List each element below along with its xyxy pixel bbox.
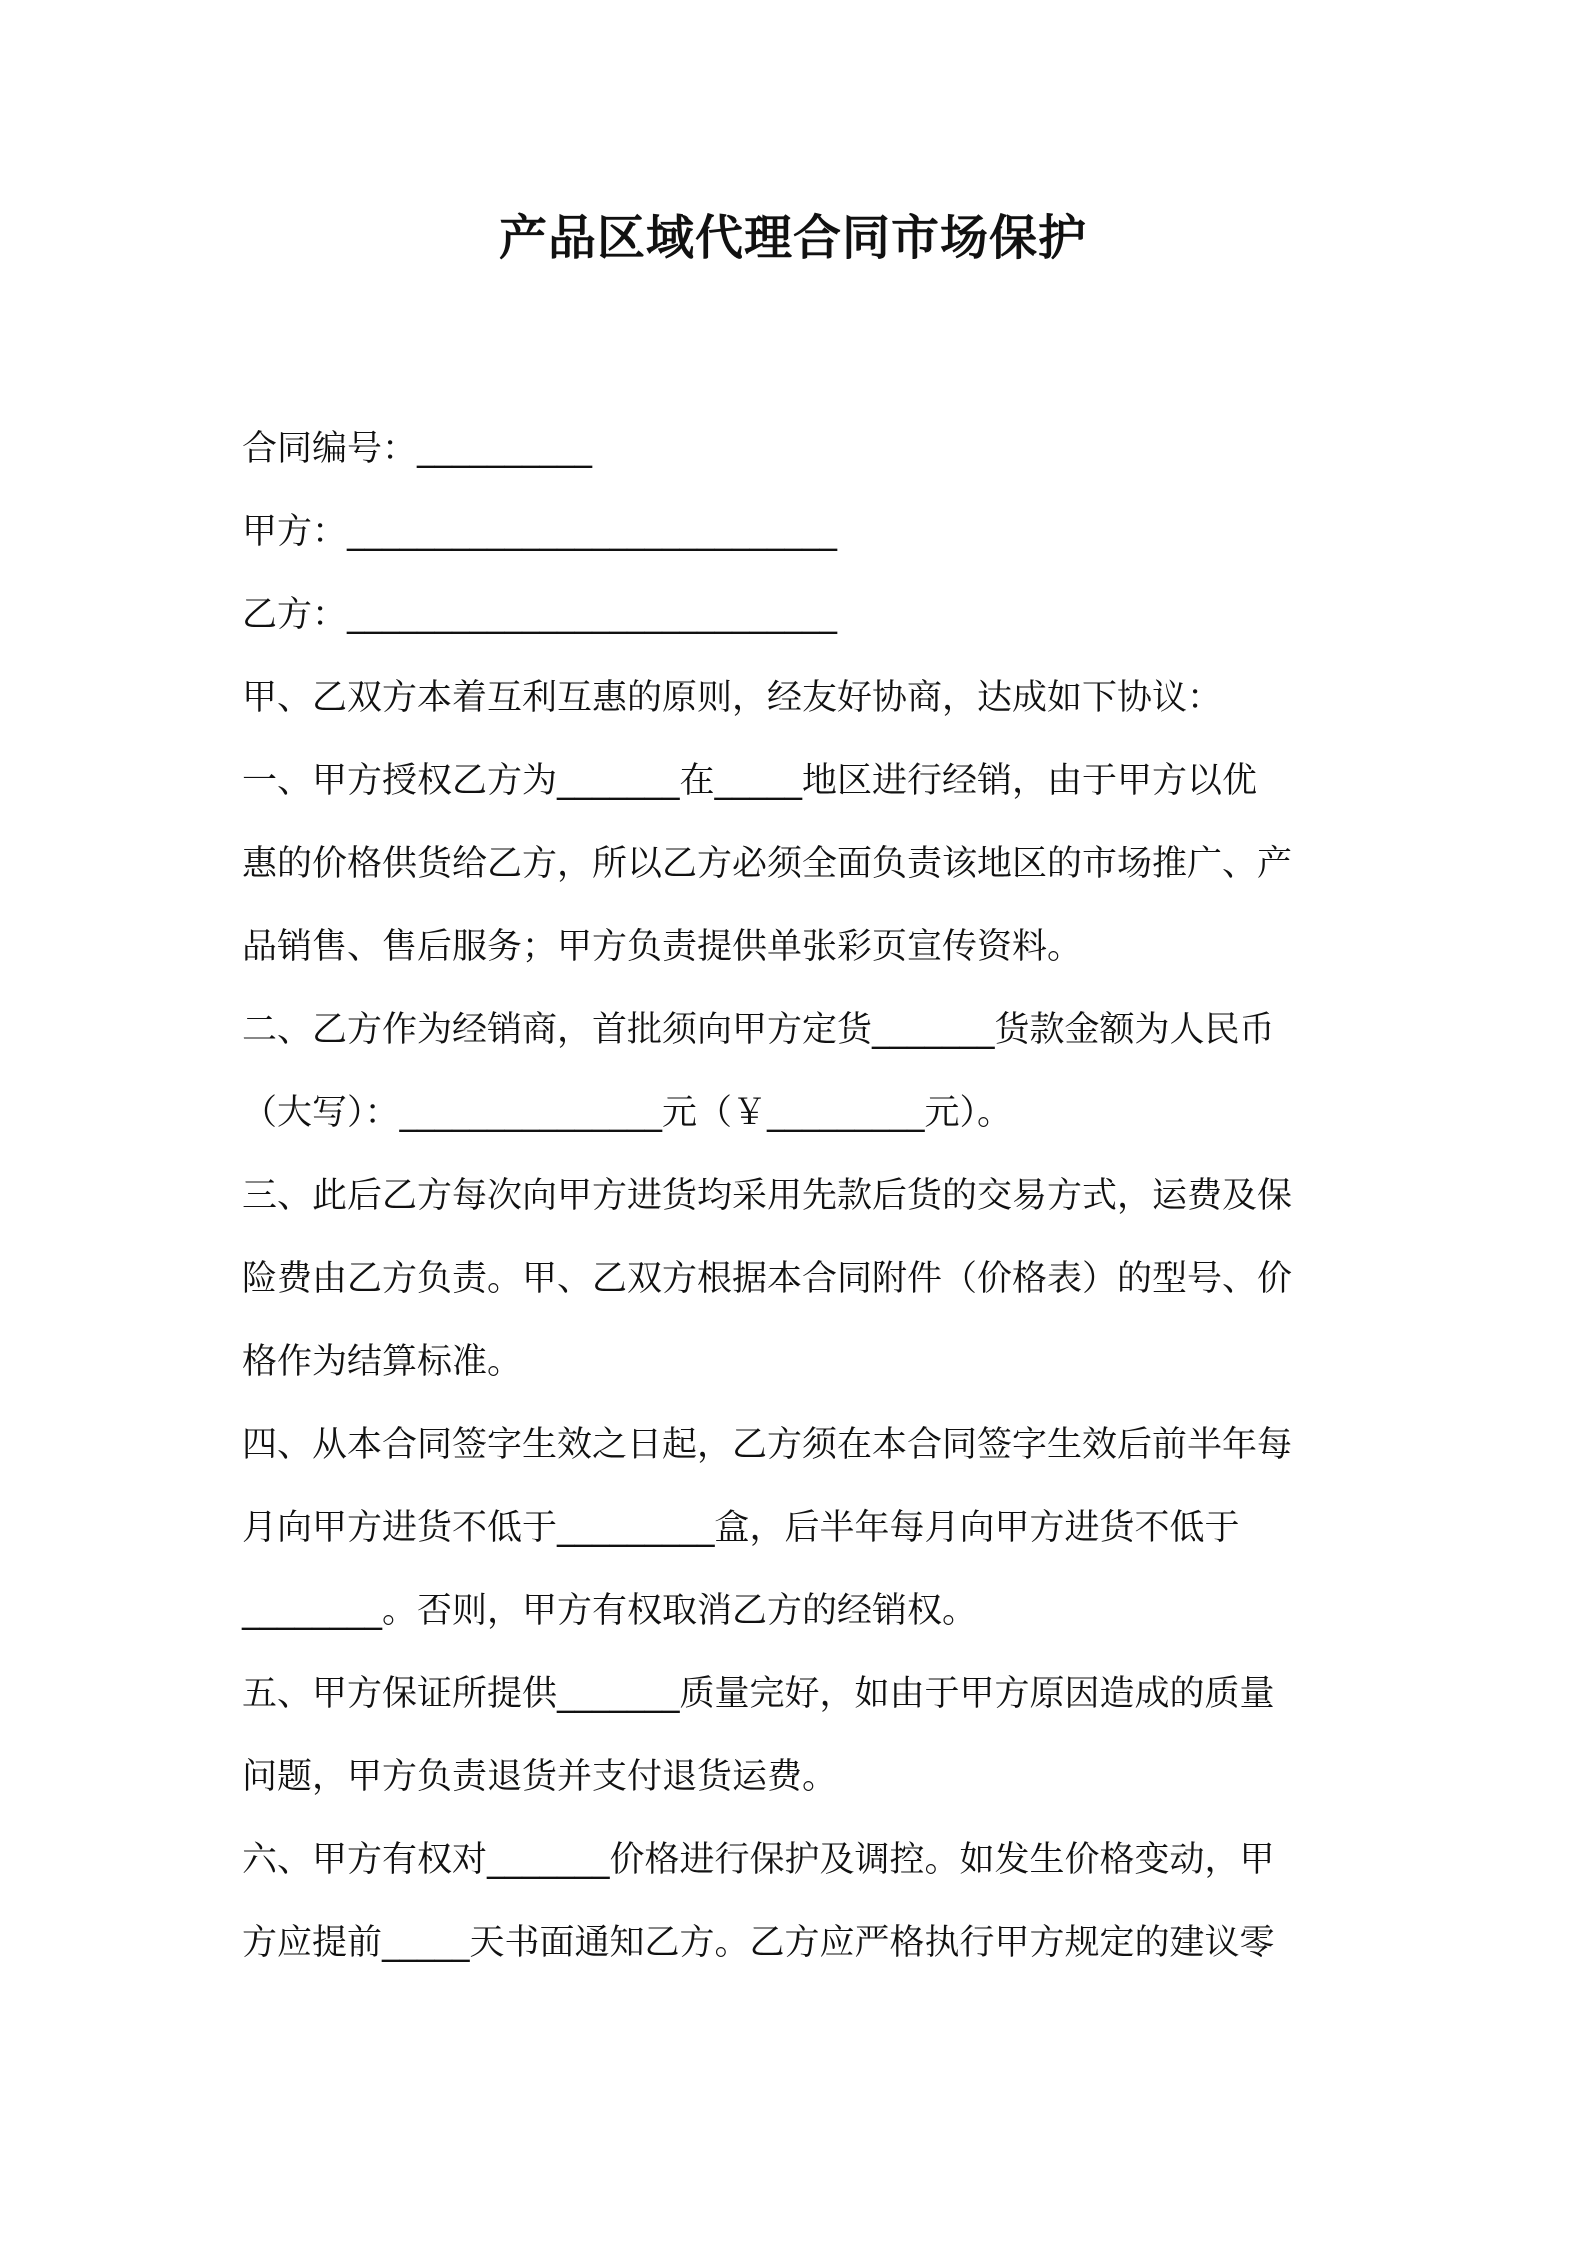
clause-6-line-2: 方应提前_____天书面通知乙方。乙方应严格执行甲方规定的建议零 (242, 1923, 1275, 1963)
party-b-line: 乙方：____________________________ (242, 595, 838, 635)
clause-3-line-2: 险费由乙方负责。甲、乙双方根据本合同附件（价格表）的型号、价 (242, 1259, 1293, 1299)
clause-2-line-2: （大写）：_______________元（￥_________元）。 (242, 1093, 1013, 1133)
clause-5-line-1: 五、甲方保证所提供_______质量完好，如由于甲方原因造成的质量 (242, 1674, 1275, 1714)
clause-3-line-3: 格作为结算标准。 (242, 1342, 523, 1382)
clause-1-line-1: 一、甲方授权乙方为_______在_____地区进行经销，由于甲方以优 (242, 761, 1258, 801)
document-body (242, 408, 1357, 1985)
clause-1-line-2: 惠的价格供货给乙方，所以乙方必须全面负责该地区的市场推广、产 (242, 844, 1293, 884)
clause-6-line-1: 六、甲方有权对_______价格进行保护及调控。如发生价格变动，甲 (242, 1840, 1275, 1880)
clause-4-line-3: ________。否则，甲方有权取消乙方的经销权。 (242, 1591, 978, 1631)
clause-4-line-2: 月向甲方进货不低于_________盒，后半年每月向甲方进货不低于 (242, 1508, 1240, 1548)
clause-4-line-1: 四、从本合同签字生效之日起，乙方须在本合同签字生效后前半年每 (242, 1425, 1293, 1465)
clause-3-line-1: 三、此后乙方每次向甲方进货均采用先款后货的交易方式，运费及保 (242, 1176, 1293, 1216)
clause-5-line-2: 问题，甲方负责退货并支付退货运费。 (242, 1757, 838, 1797)
clause-2-line-1: 二、乙方作为经销商，首批须向甲方定货_______货款金额为人民币 (242, 1010, 1275, 1050)
party-a-line: 甲方：____________________________ (242, 512, 838, 552)
contract-number-line: 合同编号：__________ (242, 429, 593, 469)
document-title: 产品区域代理合同市场保护 (498, 210, 1087, 266)
agreement-intro-line: 甲、乙双方本着互利互惠的原则，经友好协商，达成如下协议： (242, 678, 1223, 718)
clause-1-line-3: 品销售、售后服务；甲方负责提供单张彩页宣传资料。 (242, 927, 1083, 967)
